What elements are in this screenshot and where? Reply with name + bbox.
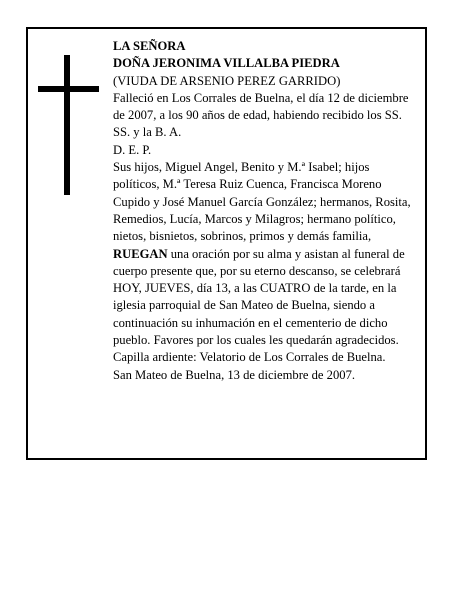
cross-icon-bar xyxy=(38,86,99,92)
cross-icon xyxy=(64,55,70,195)
notice-title: LA SEÑORA xyxy=(113,39,186,53)
request-verb: RUEGAN xyxy=(113,246,168,261)
obituary-text xyxy=(113,38,418,384)
dep-line: D. E. P. xyxy=(113,142,152,157)
request-text: una oración por su alma y asistan al funeral de cuerpo presente que, por su eterno descanso, se celebrará HOY, JUEVES, día 13, a las CUATRO de la tarde, en la iglesia parroquial de San Mateo de Buelna, siendo a continuación su inhumación en el cementerio de dicho pueblo. Favores por los cuales les quedarán agradecidos. Capilla ardiente: Velatorio de Los Corrales de Buelna. xyxy=(113,246,405,365)
place-date: San Mateo de Buelna, 13 de diciembre de 2007. xyxy=(113,367,356,382)
family-list: Sus hijos, Miguel Angel, Benito y M.ª Isabel; hijos políticos, M.ª Teresa Ruiz Cuenca, Francisca Moreno Cupido y José Manuel García González; hermanos, Rosita, Remedios, Lucía, Marcos y Milagros; hermano político, nietos, bisnietos, sobrinos, primos y demás familia, xyxy=(113,160,411,244)
deceased-name: DOÑA JERONIMA VILLALBA PIEDRA xyxy=(113,56,340,71)
widow-of: (VIUDA DE ARSENIO PEREZ GARRIDO) xyxy=(113,73,341,88)
request-paragraph xyxy=(113,246,418,367)
death-info: Falleció en Los Corrales de Buelna, el día 12 de diciembre de 2007, a los 90 años de edad, habiendo recibido los SS. SS. y la B. A. xyxy=(113,90,409,140)
